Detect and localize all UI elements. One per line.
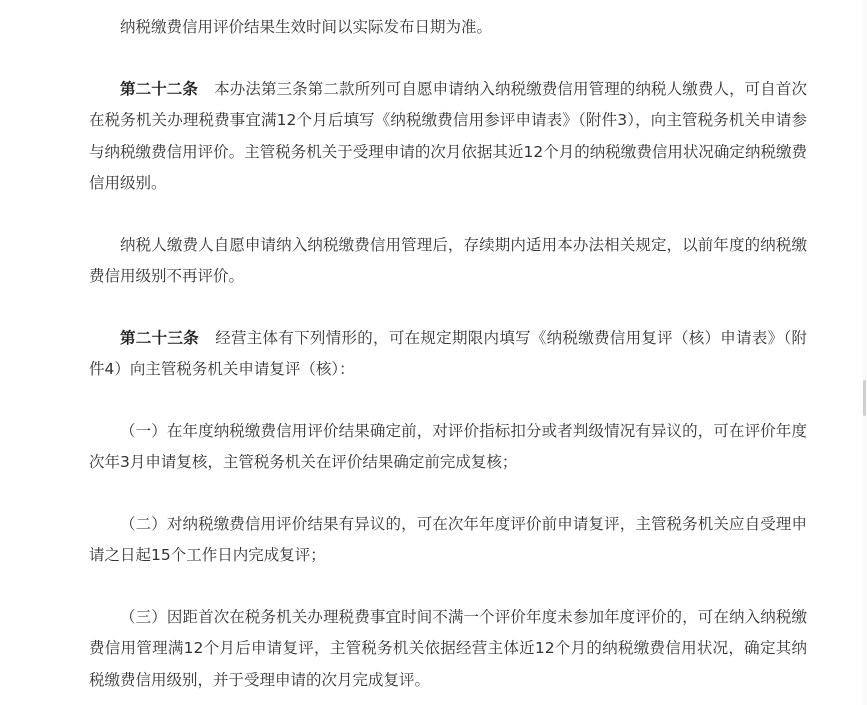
paragraph-article-22 (89, 74, 807, 200)
paragraph-text: （三）因距首次在税务机关办理税费事宜时间不满一个评价年度未参加年度评价的，可在纳入纳税缴费信用管理满12个月后申请复评，主管税务机关依据经营主体近12个月的纳税缴费信用状况，确定其纳税缴费信用级别，并于受理申请的次月完成复评。 (89, 607, 807, 689)
paragraph-text: 本办法第三条第二款所列可自愿申请纳入纳税缴费信用管理的纳税人缴费人，可自首次在税务机关办理税费事宜满12个月后填写《纳税缴费信用参评申请表》（附件3），向主管税务机关申请参与纳税缴费信用评价。主管税务机关于受理申请的次月依据其近12个月的纳税缴费信用状况确定纳税缴费信用级别。 (89, 79, 807, 192)
list-item-1 (89, 416, 807, 479)
scrollbar-thumb[interactable] (863, 380, 866, 416)
paragraph-text: 纳税缴费信用评价结果生效时间以实际发布日期为准。 (120, 18, 493, 36)
article-body (89, 12, 807, 696)
list-item-2 (89, 509, 807, 572)
paragraph-effective-date (89, 12, 807, 44)
paragraph-voluntary-application (89, 230, 807, 293)
scrollbar-track[interactable] (862, 0, 867, 705)
paragraph-text: 纳税人缴费人自愿申请纳入纳税缴费信用管理后，存续期内适用本办法相关规定，以前年度的纳税缴费信用级别不再评价。 (89, 235, 807, 285)
paragraph-text: （一）在年度纳税缴费信用评价结果确定前，对评价指标扣分或者判级情况有异议的，可在评价年度次年3月申请复核，主管税务机关在评价结果确定前完成复核； (89, 421, 807, 471)
paragraph-text: 经营主体有下列情形的，可在规定期限内填写《纳税缴费信用复评（核）申请表》（附件4）向主管税务机关申请复评（核）： (89, 328, 807, 378)
list-item-3 (89, 602, 807, 697)
article-number-label: 第二十三条 (120, 328, 199, 347)
article-number-label: 第二十二条 (120, 79, 199, 98)
paragraph-article-23 (89, 323, 807, 386)
paragraph-text: （二）对纳税缴费信用评价结果有异议的，可在次年年度评价前申请复评，主管税务机关应自受理申请之日起15个工作日内完成复评； (89, 514, 807, 564)
